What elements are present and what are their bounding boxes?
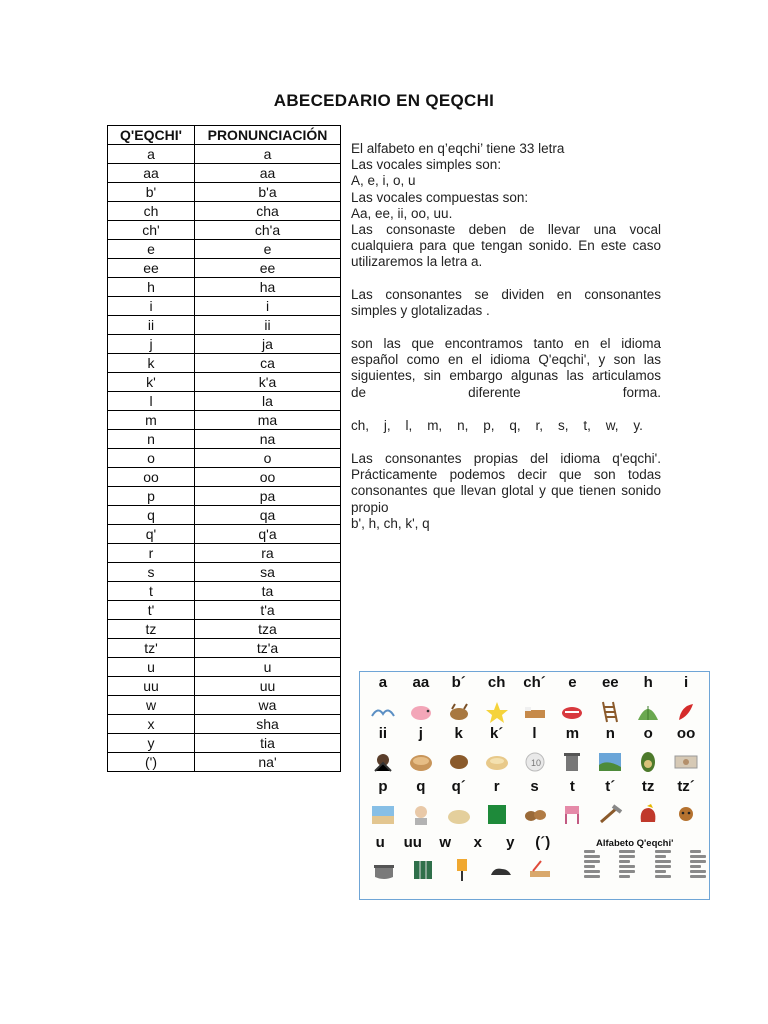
pronunciation-cell: ii (195, 316, 341, 335)
poster-legend-column (655, 850, 671, 896)
pronunciation-cell: t'a (195, 601, 341, 620)
pronunciation-cell: na (195, 430, 341, 449)
table-row (108, 696, 341, 715)
pronunciation-cell: u (195, 658, 341, 677)
letter-cell: r (108, 544, 195, 563)
poster-legend-column (619, 850, 635, 896)
consonant-item: w, (605, 417, 619, 433)
pronunciation-cell: i (195, 297, 341, 316)
poster-picture (478, 698, 516, 726)
table-row (108, 715, 341, 734)
poster-letter: ee (601, 674, 619, 691)
letter-cell: (') (108, 753, 195, 772)
header-qeqchi: Q'EQCHI' (108, 126, 195, 145)
poster-letters-row-3 (364, 778, 705, 795)
poster-legend-column (584, 850, 600, 896)
poster-legend-title: Alfabeto Q'eqchi' (596, 838, 674, 849)
poster-letter: tz (641, 778, 655, 795)
poster-picture (442, 855, 481, 883)
table-row (108, 164, 341, 183)
letter-cell: h (108, 278, 195, 297)
table-row (108, 240, 341, 259)
poster-picture (591, 800, 629, 828)
pronunciation-cell: wa (195, 696, 341, 715)
poster-pictures-row-3 (364, 800, 705, 828)
table-row (108, 259, 341, 278)
pronunciation-cell: q'a (195, 525, 341, 544)
table-header-row (108, 126, 341, 145)
pronunciation-cell: ee (195, 259, 341, 278)
pronunciation-cell: tz'a (195, 639, 341, 658)
poster-letter: l (532, 725, 537, 742)
poster-letter: e (568, 674, 577, 691)
text-line: A, e, i, o, u (351, 173, 416, 189)
poster-letter: x (473, 834, 482, 851)
table-row (108, 639, 341, 658)
poster-letter: tz´ (677, 778, 695, 795)
poster-letter: n (605, 725, 615, 742)
consonant-item: s, (557, 417, 569, 433)
explanation-text (351, 141, 661, 532)
letter-cell: x (108, 715, 195, 734)
text-line: Las vocales simples son: (351, 157, 502, 173)
pronunciation-cell: na' (195, 753, 341, 772)
pronunciation-cell: ca (195, 354, 341, 373)
poster-letter: m (565, 725, 580, 742)
pronunciation-cell: k'a (195, 373, 341, 392)
consonant-item: r, (535, 417, 544, 433)
poster-letter: j (418, 725, 423, 742)
table-row (108, 335, 341, 354)
table-row (108, 544, 341, 563)
pronunciation-cell: tza (195, 620, 341, 639)
consonant-item: m, (427, 417, 443, 433)
poster-pictures-row-2 (364, 747, 705, 775)
letter-cell: p (108, 487, 195, 506)
poster-picture (591, 698, 629, 726)
letter-cell: aa (108, 164, 195, 183)
table-row (108, 430, 341, 449)
table-row (108, 506, 341, 525)
pronunciation-cell: e (195, 240, 341, 259)
poster-letter: oo (676, 725, 696, 742)
letter-cell: t' (108, 601, 195, 620)
paragraph: Las consonantes propias del idioma q'eqchi'. Prácticamente podemos decir que son todas consonantes que llevan glotal y que tienen sonido propio (351, 451, 661, 515)
poster-legend-column (690, 850, 706, 896)
table-row (108, 620, 341, 639)
pronunciation-cell: ja (195, 335, 341, 354)
table-row (108, 582, 341, 601)
table-row (108, 411, 341, 430)
poster-picture (440, 800, 478, 828)
table-row (108, 354, 341, 373)
pronunciation-cell: pa (195, 487, 341, 506)
poster-pictures-row-4 (364, 855, 559, 883)
poster-letter: t (569, 778, 575, 795)
table-row (108, 525, 341, 544)
letter-cell: l (108, 392, 195, 411)
poster-picture (629, 698, 667, 726)
poster-picture (667, 747, 705, 775)
poster-picture (591, 747, 629, 775)
table-row (108, 316, 341, 335)
letter-cell: k (108, 354, 195, 373)
pronunciation-cell: ch'a (195, 221, 341, 240)
poster-letter: p (378, 778, 388, 795)
paragraph: de diferente forma. (351, 384, 661, 400)
table-row (108, 601, 341, 620)
paragraph: Las consonaste deben de llevar una vocal cualquiera para que tengan sonido. En este caso utilizaremos la letra a. (351, 222, 661, 270)
header-pronunciacion: PRONUNCIACIÓN (195, 126, 341, 145)
poster-letter: r (493, 778, 500, 795)
poster-letters-row-4 (364, 834, 559, 851)
consonant-item: j, (383, 417, 391, 433)
letter-cell: u (108, 658, 195, 677)
poster-letter: (´) (535, 834, 551, 851)
letter-cell: ee (108, 259, 195, 278)
poster-picture (629, 800, 667, 828)
poster-letter: t´ (605, 778, 616, 795)
letter-cell: n (108, 430, 195, 449)
paragraph: son las que encontramos tanto en el idioma español como en el idioma Q'eqchi', y son las siguientes, sin embargo algunas las articulamos (351, 336, 661, 384)
table-row (108, 297, 341, 316)
poster-letter: o (643, 725, 653, 742)
poster-letter: uu (403, 834, 422, 851)
letter-cell: b' (108, 183, 195, 202)
letter-cell: q' (108, 525, 195, 544)
letter-cell: uu (108, 677, 195, 696)
text-line: Las vocales compuestas son: (351, 189, 529, 205)
poster-picture (516, 800, 554, 828)
table-row (108, 563, 341, 582)
table-row (108, 468, 341, 487)
poster-letter: a (378, 674, 388, 691)
pronunciation-cell: ha (195, 278, 341, 297)
table-row (108, 734, 341, 753)
poster-picture (402, 698, 440, 726)
poster-letter: ch (487, 674, 506, 691)
letter-cell: q (108, 506, 195, 525)
letter-cell: m (108, 411, 195, 430)
poster-picture (516, 747, 554, 775)
pronunciation-cell: ra (195, 544, 341, 563)
poster-picture (516, 698, 554, 726)
table-row (108, 221, 341, 240)
letter-cell: y (108, 734, 195, 753)
poster-letter: h (643, 674, 653, 691)
poster-letter: q (416, 778, 426, 795)
pronunciation-cell: sa (195, 563, 341, 582)
poster-letter: q´ (451, 778, 466, 795)
consonant-item: y. (633, 417, 643, 433)
table-row (108, 183, 341, 202)
poster-picture (553, 747, 591, 775)
pronunciation-cell: a (195, 145, 341, 164)
paragraph: b', h, ch, k', q (351, 515, 430, 531)
pronunciation-cell: ma (195, 411, 341, 430)
pronunciation-cell: oo (195, 468, 341, 487)
poster-picture (364, 698, 402, 726)
letter-cell: oo (108, 468, 195, 487)
consonant-item: ch, (351, 417, 370, 433)
consonant-item: t, (583, 417, 591, 433)
poster-letter: k (454, 725, 463, 742)
poster-picture (478, 800, 516, 828)
alphabet-poster (359, 671, 710, 900)
letter-cell: s (108, 563, 195, 582)
poster-picture (667, 800, 705, 828)
poster-pictures-row-1 (364, 698, 705, 726)
table-row (108, 373, 341, 392)
letter-cell: tz' (108, 639, 195, 658)
poster-picture (520, 855, 559, 883)
table-row (108, 753, 341, 772)
letter-cell: j (108, 335, 195, 354)
paragraph: Las consonantes se dividen en consonantes simples y glotalizadas . (351, 286, 661, 318)
pronunciation-cell: sha (195, 715, 341, 734)
pronunciation-cell: qa (195, 506, 341, 525)
poster-picture (364, 747, 402, 775)
letter-cell: w (108, 696, 195, 715)
poster-picture (403, 855, 442, 883)
letter-cell: o (108, 449, 195, 468)
table-row (108, 202, 341, 221)
poster-letter: w (439, 834, 452, 851)
poster-picture (553, 800, 591, 828)
poster-picture (553, 698, 591, 726)
pronunciation-cell: o (195, 449, 341, 468)
poster-picture (478, 747, 516, 775)
poster-picture (440, 747, 478, 775)
table-row (108, 392, 341, 411)
poster-letter: ii (378, 725, 388, 742)
consonant-item: l, (405, 417, 413, 433)
poster-letter: i (683, 674, 689, 691)
poster-picture (481, 855, 520, 883)
letter-cell: ch (108, 202, 195, 221)
pronunciation-cell: uu (195, 677, 341, 696)
pronunciation-cell: tia (195, 734, 341, 753)
pronunciation-cell: aa (195, 164, 341, 183)
letter-cell: t (108, 582, 195, 601)
poster-picture (440, 698, 478, 726)
poster-letter: u (375, 834, 385, 851)
consonant-item: n, (457, 417, 469, 433)
poster-picture (402, 747, 440, 775)
letter-cell: tz (108, 620, 195, 639)
poster-picture (629, 747, 667, 775)
table-row (108, 658, 341, 677)
pronunciation-cell: cha (195, 202, 341, 221)
pronunciation-cell: b'a (195, 183, 341, 202)
consonant-item: p, (483, 417, 495, 433)
page-title: ABECEDARIO EN QEQCHI (273, 91, 495, 110)
letter-cell: ii (108, 316, 195, 335)
poster-letters-row-2 (364, 725, 705, 742)
poster-letter: k´ (489, 725, 504, 742)
text-line: Aa, ee, ii, oo, uu. (351, 205, 453, 221)
poster-letter: ch´ (523, 674, 546, 691)
table-row (108, 677, 341, 696)
letter-cell: i (108, 297, 195, 316)
letter-cell: k' (108, 373, 195, 392)
svg-text:10: 10 (530, 758, 541, 768)
poster-picture (402, 800, 440, 828)
poster-letter: y (506, 834, 515, 851)
pronunciation-cell: la (195, 392, 341, 411)
poster-picture (667, 698, 705, 726)
letter-cell: a (108, 145, 195, 164)
poster-letter: b´ (451, 674, 466, 691)
poster-legend-list (584, 850, 706, 896)
consonant-item: q, (509, 417, 521, 433)
table-row (108, 449, 341, 468)
table-row (108, 487, 341, 506)
poster-picture (364, 855, 403, 883)
poster-letter: s (530, 778, 539, 795)
table-row (108, 145, 341, 164)
poster-letters-row-1 (364, 674, 705, 691)
poster-picture (364, 800, 402, 828)
text-line: El alfabeto en q’eqchi’ tiene 33 letra (351, 141, 565, 156)
poster-letter: aa (412, 674, 430, 691)
pronunciation-cell: ta (195, 582, 341, 601)
consonant-list (351, 418, 661, 434)
table-row (108, 278, 341, 297)
alphabet-table (107, 125, 341, 772)
letter-cell: e (108, 240, 195, 259)
letter-cell: ch' (108, 221, 195, 240)
